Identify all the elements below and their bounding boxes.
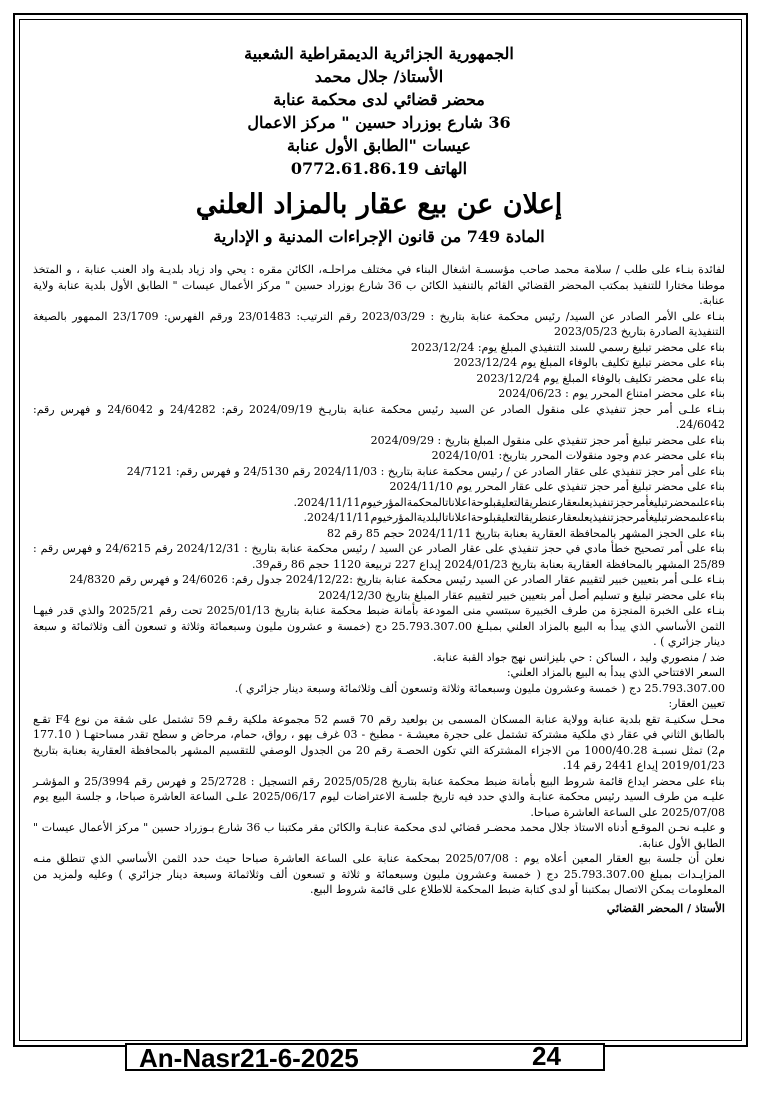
body-paragraph: بنـاء على الخبرة المنجزة من طرف الخبيرة سبتسي منى المودعة بأمانة ضبط محكمة عنابة بتاريخ 2025/01/13 تحت رقم 2025/21 والذي قدر فيهـا الثمن الأساسي الذي يبدأ به البيع بالمزاد العلني بمبلـغ 25.793.307.00 دج (خمسة و عشرون مليون وسبعمائة وثلاثة و تسعون ألف وثلاثمائة و سبعة دينار جزائري ) . [33, 604, 725, 648]
body-paragraph: بناء على أمر حجز تنفيذي على عقار الصادر عن / رئيس محكمة عنابة بتاريخ : 2024/11/03 رقم 24/5130 و فهرس رقم: 24/7121 [126, 464, 725, 478]
body-paragraph: بنـاء على الأمر الصادر عن السيد/ رئيس محكمة عنابة بتاريخ : 2023/03/29 رقم الترتيب: 23/01483 ورقم الفهرس: 23/1709 الممهور بالصيغة التنفيذية الصادرة بتاريخ 2023/05/23 [33, 309, 725, 338]
signature: الأستاذ / المحضر القضائي [606, 901, 725, 915]
body-paragraph: 25.793.307.00 دج ( خمسة وعشرون مليون وسبعمائة وثلاثة وتسعون ألف وثلاثمائة وسبعة دينار جزائري ). [234, 681, 725, 695]
body-paragraph: السعر الافتتاحي الذي يبدأ به البيع بالمزاد العلني: [506, 666, 725, 679]
announcement-body [33, 262, 725, 898]
body-paragraph: بناء على أمر تصحيح خطأ مادي في حجز تنفيذي على عقار الصادر عن السيد / رئيس محكمة عنابة بتاريخ : 2024/12/31 رقم 24/6215 و فهرس رقم : 25/89 المشهر بالمحافظة العقارية بعنابة بتاريخ 2024/01/23 إيداع 227 تربيعة 1120 حجم 86 رقم39. [33, 542, 725, 571]
body-paragraph: بناء على محضر ايداع قائمة شروط البيع بأمانة ضبط محكمة عنابة بتاريخ 2025/05/28 رقم التسجيل : 25/2728 و فهرس رقم 25/3994 و المؤشـر عليـه من طرف السيد رئيس محكمة عنابـة والذي حدد فيه تاريخ جلسـة الاعتراضات ليوم 2025/06/17 علـى الساعة العاشرة صباحا، و جلسة البيع يوم 2025/07/08 على الساعة العاشرة صباحا. [33, 774, 726, 819]
republic-name: الجمهورية الجزائرية الديمقراطية الشعبية [244, 44, 514, 63]
office-floor: عيسات "الطابق الأول عنابة [287, 136, 471, 155]
body-paragraph: بناء على محضر تبليغ و تسليم أصل أمر بتعيين خبير لتقييم عقار المبلغ بتاريخ 2024/12/30 [318, 588, 725, 602]
page-number: 24 [532, 1041, 561, 1071]
body-paragraph: لفائدة بنـاء على طلب / سلامة محمد صاحب مؤسسـة اشغال البناء في مختلف مراحلـه، الكائن مقره : يحي واد زياد بلديـة واد العنب عنابة ، و المتخذ موطنا مختارا للتنفيذ بمكتب المحضر القضائي القائم بالتنفيذ الكائن ب 36 شارع بوزراد حسين " مركز الأعمال عيسات " الطابق الأول بلدية عنابة ولاية عنابة. [33, 263, 725, 307]
body-paragraph: بناء على محضر امتناع المحرر يوم : 2024/06/23 [498, 387, 725, 400]
newspaper-date: An-Nasr21-6-2025 [139, 1043, 359, 1073]
body-paragraph: نعلن أن جلسة بيع العقار المعين أعلاه يوم : 2025/07/08 بمحكمة عنابة على الساعة العاشرة صباحا حيث حدد الثمن الأساسي الذي تنطلق منـه المزايـدات بمبلغ 25.793.307.00 دج ( خمسة وعشرون مليون وسبعمائة و ثلاثة و تسعون ألف وثلاثمائة وسبعة دينار جزائري ) وعليه ولمزيد من المعلومات يمكن الاتصال بمكتبنا أو لدى كتابة ضبط المحكمة للاطلاع على قائمة شروط البيع. [33, 852, 725, 896]
phone-number: 0772.61.86.19 [290, 159, 419, 178]
phone-label: الهاتف [424, 159, 468, 178]
body-paragraph: بناء على محضر تكليف بالوفاء المبلغ يوم 2023/12/24 [476, 371, 725, 385]
body-paragraph: بناءعلىمحضرتبليغأمرحجزتنفيذيعلىعقارعنطريقالتعليقبلوحةاعلاناتالمحكمةالمؤرخيوم2024/11/11. [293, 495, 725, 509]
body-paragraph: ضد / منصوري وليد ، الساكن : حي بليزانس نهج جواد القبة عنابة. [432, 650, 725, 664]
body-paragraph: بنـاء علـى أمر حجز تنفيذي على منقول الصادر عن السيد رئيس محكمة عنابة بتاريـخ 2024/09/19 رقم: 24/4282 و 24/6042 و فهرس رقم: 24/6042. [33, 402, 726, 431]
announcement [33, 42, 725, 915]
letterhead [33, 42, 725, 180]
body-paragraph: بناء على محضر تبليغ أمر حجز تنفيذي على منقول المبلغ بتاريخ : 2024/09/29 [370, 433, 725, 447]
body-paragraph: بنـاء علـى أمر بتعيين خبير لتقييم عقار الصادر عن السيد رئيس محكمة عنابة بتاريخ :2024/12/22 جدول رقم: 24/6026 و فهرس رقم 24/8320 [69, 573, 725, 586]
body-paragraph: بناء على محضر تبليغ تكليف بالوفاء المبلغ يوم 2023/12/24 [453, 356, 725, 369]
newspaper-footer [125, 1043, 605, 1071]
announcement-subtitle: المادة 749 من قانون الإجراءات المدنية و الإدارية [213, 227, 545, 246]
body-paragraph: بناء على محضر تبليغ رسمي للسند التنفيذي المبلغ يوم: 2023/12/24 [410, 340, 725, 354]
lawyer-name: الأستاذ/ جلال محمد [314, 67, 444, 86]
body-paragraph: تعيين العقار: [668, 697, 725, 710]
office-address: 36 شارع بوزراد حسين " مركز الاعمال [247, 113, 511, 132]
body-paragraph: محـل سكنيـة تقع بلدية عنابة وولاية عنابة المسكان المسمى بن بولعيد رقم 70 قسم 52 مجموعة ملكية رقـم 59 تشتمل على شقة من نوع F4 تقـع بالطابق الثاني في عقار ذي ملكية مشتركة تشتمل على حجرة معيشـة - مطبخ - 03 غرف بهو ، رواق، حمام، مرحاض و سطح تقدر مساحتهـا ( 177.10 م2) تمثل نسبـة 1000/40.28 من الاجزاء المشتركة التي تكون الحصـة رقم 20 من الجدول الوصفي للتقسيم المشهر بالمحافظة العقارية بعنابة بتاريخ 2019/01/23 إيداع 2441 رقم 14. [33, 712, 726, 772]
phone-line [33, 157, 725, 180]
office-name: محضر قضائي لدى محكمة عنابة [273, 90, 485, 109]
body-paragraph: و عليـه نحـن الموقـع أدناه الاستاذ جلال محمد محضـر قضائي لدى محكمة عنابـة والكائن مقر مكتبنا ب 36 شارع بـوزراد حسين " مركز الأعمال عيسات " الطابق الأول عنابة. [33, 821, 726, 850]
announcement-title: إعلان عن بيع عقار بالمزاد العلني [195, 189, 563, 220]
body-paragraph: بناء على محضر عدم وجود منقولات المحرر بتاريخ: 2024/10/01 [431, 449, 725, 462]
body-paragraph: بناء على الحجز المشهر بالمحافظة العقارية بعنابة بتاريخ 2024/11/11 حجم 85 رقم 82 [326, 526, 725, 540]
body-paragraph: بناءعلىمحضرتبليغأمرحجزتنفيذيعلىعقارعنطريقالتعليقبلوحةاعلاناتالبلديةالمؤرخيوم2024/11/11. [303, 511, 725, 524]
body-paragraph: بناء على محضر تبليغ أمر حجز تنفيذي على عقار المحرر يوم 2024/11/10 [389, 480, 725, 493]
